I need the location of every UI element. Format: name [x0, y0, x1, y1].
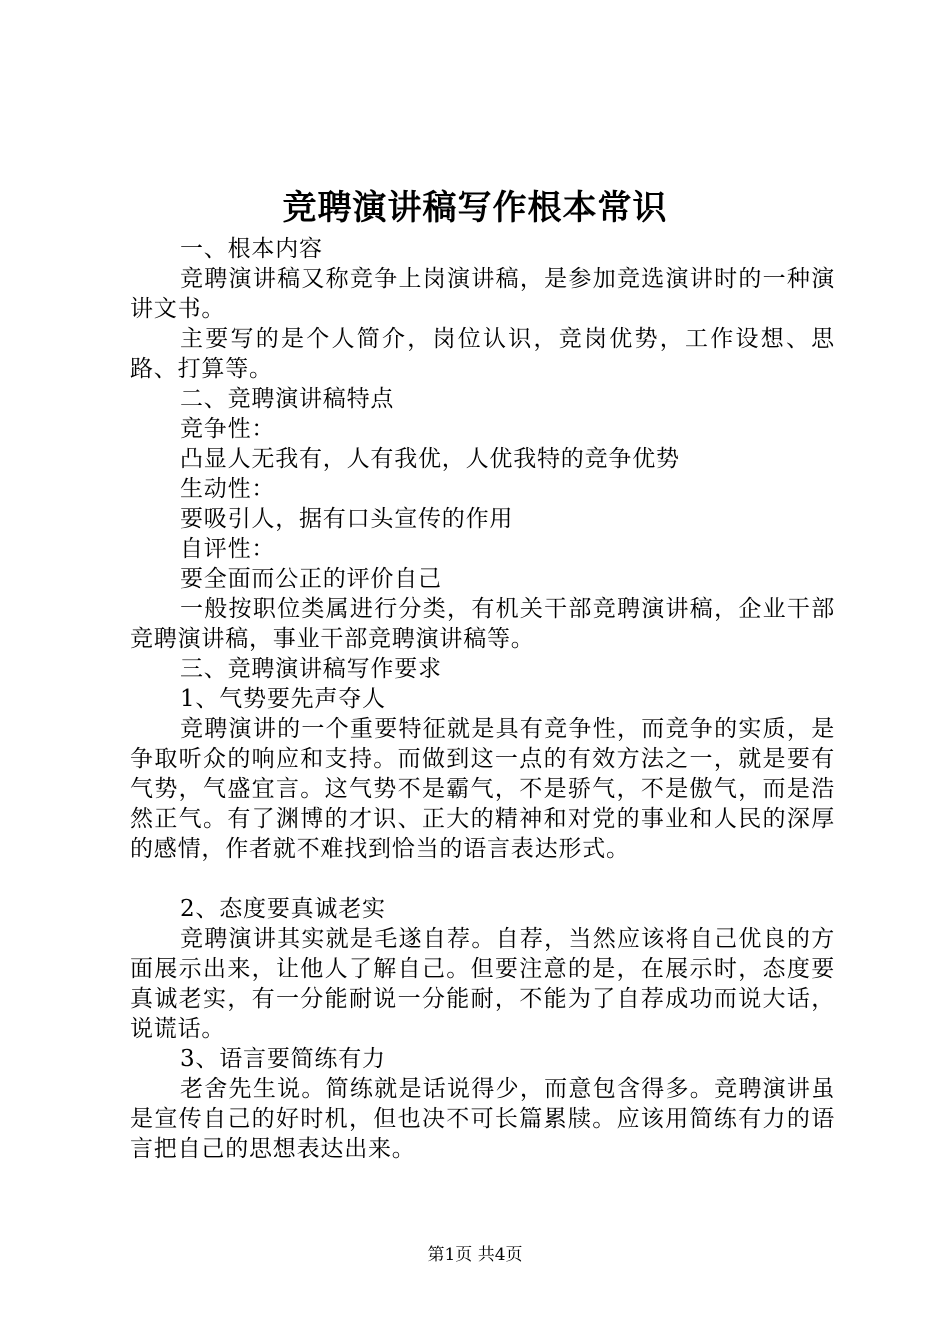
heading-requirements: 三、竞聘演讲稿写作要求	[180, 656, 442, 682]
document-title: 竞聘演讲稿写作根本常识	[282, 188, 668, 228]
paragraph: 主要写的是个人简介，岗位认识，竞岗优势，工作设想、思路、打算等。	[130, 326, 835, 382]
paragraph: 竞争性：	[180, 416, 276, 442]
paragraph: 要全面而公正的评价自己	[180, 566, 442, 592]
paragraph: 竞聘演讲的一个重要特征就是具有竞争性，而竞争的实质，是争取听众的响应和支持。而做到这一点的有效方法之一，就是要有气势，气盛宜言。这气势不是霸气，不是骄气，不是傲气，而是浩然正气。有了渊博的才识、正大的精神和对党的事业和人民的深厚的感情，作者就不难找到恰当的语言表达形式。	[130, 716, 835, 862]
subheading: 2、态度要真诚老实	[180, 896, 386, 922]
paragraph: 自评性：	[180, 536, 276, 562]
paragraph: 要吸引人，据有口头宣传的作用	[180, 506, 514, 532]
heading-features: 二、竞聘演讲稿特点	[180, 386, 395, 412]
paragraph: 竞聘演讲稿又称竞争上岗演讲稿，是参加竞选演讲时的一种演讲文书。	[130, 266, 835, 322]
paragraph: 竞聘演讲其实就是毛遂自荐。自荐，当然应该将自己优良的方面展示出来，让他人了解自己。但要注意的是，在展示时，态度要真诚老实，有一分能耐说一分能耐，不能为了自荐成功而说大话，说谎话。	[130, 926, 835, 1042]
document-body	[130, 234, 835, 1164]
paragraph: 一般按职位类属进行分类，有机关干部竞聘演讲稿，企业干部竞聘演讲稿，事业干部竞聘演讲稿等。	[130, 596, 835, 652]
subheading: 3、语言要简练有力	[180, 1046, 386, 1072]
page-number-footer: 第1页 共4页	[427, 1245, 523, 1265]
heading-basic-content: 一、根本内容	[180, 236, 323, 262]
paragraph: 老舍先生说。简练就是话说得少，而意包含得多。竞聘演讲虽是宣传自己的好时机，但也决不可长篇累牍。应该用简练有力的语言把自己的思想表达出来。	[130, 1076, 835, 1162]
paragraph: 凸显人无我有，人有我优，人优我特的竞争优势	[180, 446, 680, 472]
subheading: 1、气势要先声夺人	[180, 686, 386, 712]
paragraph: 生动性：	[180, 476, 276, 502]
